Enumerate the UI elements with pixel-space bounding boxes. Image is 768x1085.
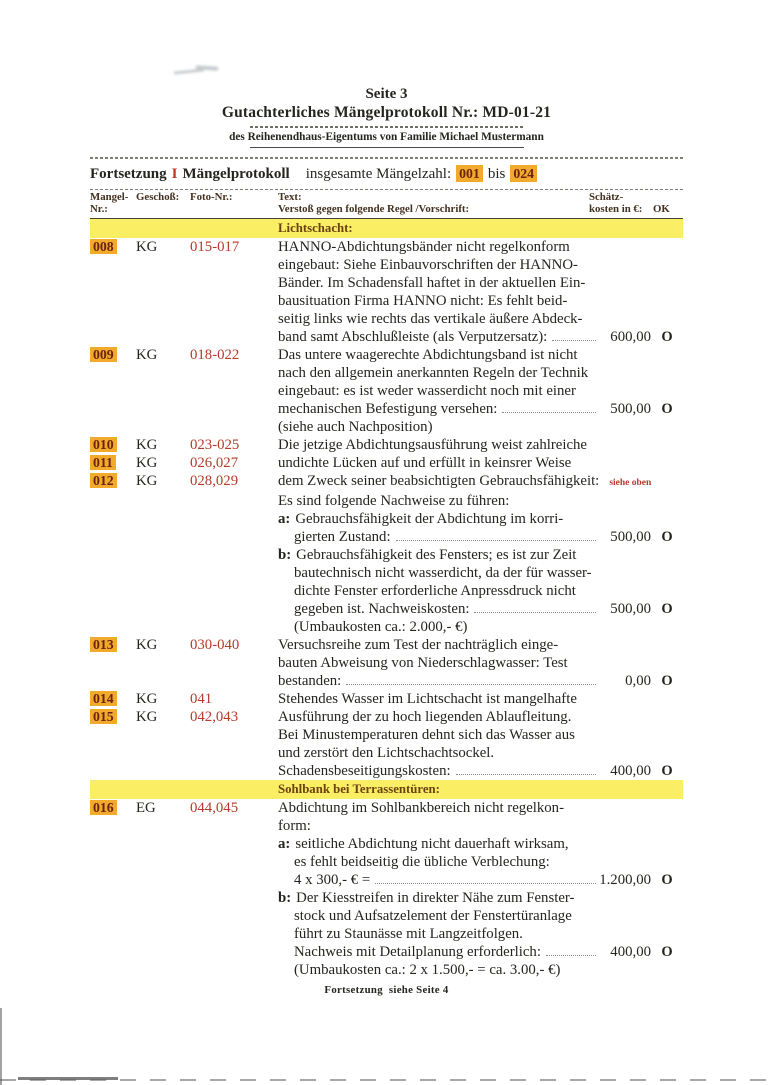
photo-number-cell: 023-025: [190, 437, 240, 454]
defect-text-line: [278, 961, 683, 979]
estimated-cost: 500,00: [610, 601, 651, 618]
estimated-cost: 400,00: [610, 944, 651, 961]
defect-count-to-badge: 024: [510, 165, 537, 182]
defect-number-badge: 014: [90, 691, 117, 706]
list-letter: a:: [278, 836, 291, 853]
photo-number-cell: 030-040: [190, 637, 240, 654]
defect-text-line: [278, 546, 683, 564]
column-header-foto-nr: [190, 192, 278, 215]
defect-text: bestanden:: [278, 673, 342, 690]
defect-number-badge: 012: [90, 473, 117, 488]
defect-text-line: [278, 382, 683, 400]
section-title: Sohlbank bei Terrassentüren:: [278, 782, 440, 797]
defect-number-column: [90, 238, 136, 346]
column-header-mangel-nr: [90, 192, 136, 215]
column-header-line: OK: [653, 202, 670, 215]
defect-number-cell: [90, 636, 136, 654]
defect-text-line: [278, 528, 683, 546]
continuation-row: [90, 159, 683, 189]
defect-text: gierten Zustand:: [294, 529, 391, 546]
estimated-cost: 400,00: [610, 763, 651, 780]
defect-table: [90, 157, 683, 979]
defect-text-column: [278, 690, 683, 780]
column-header-ok: [653, 192, 683, 215]
defect-text: führt zu Staunässe mit Langzeitfolgen.: [294, 926, 523, 943]
defect-text: es fehlt beidseitig die übliche Verblechung:: [294, 854, 550, 871]
defect-number-cell: [90, 346, 136, 364]
defect-text: (Umbaukosten ca.: 2.000,- €): [294, 619, 468, 636]
column-header-text: [278, 192, 589, 215]
ok-mark: O: [661, 872, 673, 889]
floor-cell: KG: [136, 473, 158, 490]
defect-entry: [90, 799, 683, 979]
defect-text-line: [278, 400, 683, 418]
document-title: Gutachterliches Mängelprotokoll Nr.: MD-01-21: [221, 104, 552, 121]
defect-number-column: [90, 436, 136, 636]
dotted-leader: [375, 883, 596, 884]
estimated-cost: 0,00: [625, 673, 651, 690]
dotted-leader: [502, 412, 596, 413]
column-header-line: Text:: [278, 191, 302, 204]
defect-text-line: [278, 636, 683, 654]
defect-text: bausituation Firma HANNO nicht: Es fehlt beid-: [278, 293, 568, 310]
column-header-line: kosten in €:: [589, 202, 643, 215]
section-title: Lichtschacht:: [278, 221, 353, 236]
ok-mark: O: [661, 763, 673, 780]
defect-text: Es sind folgende Nachweise zu führen:: [278, 493, 510, 510]
defect-text-column: [278, 799, 683, 979]
defect-text: undichte Lücken auf und erfüllt in keinsrer Weise: [278, 455, 572, 472]
floor-cell: KG: [136, 455, 158, 472]
defect-text: nach den allgemein anerkannten Regeln der Technik: [278, 365, 589, 382]
floor-column: [136, 346, 190, 436]
list-letter: b:: [278, 890, 292, 907]
estimated-cost: 1.200,00: [599, 872, 651, 889]
photo-number-column: [190, 636, 278, 690]
ok-mark: O: [661, 401, 673, 418]
scan-smudge-artifact: [170, 62, 222, 80]
defect-text-line: [278, 310, 683, 328]
dotted-leader: [552, 340, 596, 341]
defect-number-cell: [90, 238, 136, 256]
defect-text: Nachweis mit Detailplanung erforderlich:: [294, 944, 541, 961]
defect-text: Ausführung der zu hoch liegenden Ablaufleitung.: [278, 709, 572, 726]
defect-text-line: [278, 799, 683, 817]
floor-cell: KG: [136, 637, 158, 654]
defect-text-line: [278, 943, 683, 961]
defect-text-line: [278, 582, 683, 600]
column-header-geschoss: [136, 192, 190, 215]
defect-text-line: [278, 328, 683, 346]
defect-text: Das untere waagerechte Abdichtungsband ist nicht: [278, 347, 578, 364]
photo-number-column: [190, 436, 278, 636]
continuation-word: Fortsetzung: [90, 165, 167, 182]
defect-text: Die jetzige Abdichtungsausführung weist zahlreiche: [278, 437, 587, 454]
defect-text: form:: [278, 818, 311, 835]
continuation-word2: Mängelprotokoll: [182, 165, 290, 182]
defect-text-column: [278, 238, 683, 346]
defect-number-badge: 011: [90, 455, 116, 470]
defect-count-from-badge: 001: [456, 165, 483, 182]
defect-text-line: [278, 835, 683, 853]
defect-text: dichte Fenster erforderliche Anpressdruck nicht: [294, 583, 576, 600]
floor-column: [136, 238, 190, 346]
defect-number-cell: [90, 472, 136, 490]
document-header: [90, 86, 683, 148]
photo-number-column: [190, 690, 278, 780]
defect-text: Gebrauchsfähigkeit der Abdichtung im korri-: [295, 511, 564, 528]
defect-entry: [90, 690, 683, 780]
defect-text: gegeben ist. Nachweiskosten:: [294, 601, 470, 618]
photo-number-cell: 042,043: [190, 709, 239, 726]
defect-text-line: [278, 564, 683, 582]
defect-entry: [90, 636, 683, 690]
defect-text-line: [278, 292, 683, 310]
defect-text-column: [278, 436, 683, 636]
defect-text-line: [278, 853, 683, 871]
defect-text-line: [278, 817, 683, 835]
column-header-line: Nr.:: [90, 202, 108, 215]
estimated-cost: 600,00: [610, 329, 651, 346]
defect-number-badge: 016: [90, 800, 117, 815]
footer-note: Fortsetzung siehe Seite 4: [324, 984, 449, 996]
dotted-leader: [396, 540, 596, 541]
defect-text: Schadensbeseitigungskosten:: [278, 763, 451, 780]
floor-cell: KG: [136, 709, 158, 726]
defect-text-line: [278, 492, 683, 510]
see-above-note: siehe oben: [609, 478, 652, 489]
defect-text: Der Kiesstreifen in direkter Nähe zum Fenster-: [296, 890, 575, 907]
defect-text: Stehendes Wasser im Lichtschacht ist mangelhafte: [278, 691, 577, 708]
scan-left-edge-artifact: [0, 1008, 2, 1085]
photo-number-column: [190, 346, 278, 436]
defect-text: eingebaut: es ist weder wasserdicht noch mit einer: [278, 383, 576, 400]
defect-number-cell: [90, 436, 136, 454]
floor-column: [136, 636, 190, 690]
floor-column: [136, 690, 190, 780]
floor-cell: KG: [136, 347, 158, 364]
defect-text-line: [278, 600, 683, 618]
page-number-label: Seite 3: [365, 86, 408, 102]
defect-text-line: [278, 744, 683, 762]
floor-column: [136, 799, 190, 979]
dotted-leader: [546, 955, 596, 956]
defect-text: mechanischen Befestigung versehen:: [278, 401, 498, 418]
defect-text: stock und Aufsatzelement der Fenstertüranlage: [294, 908, 572, 925]
photo-number-cell: 015-017: [190, 239, 240, 256]
estimated-cost: 500,00: [610, 529, 651, 546]
ok-mark: O: [661, 329, 673, 346]
defect-text-line: [278, 256, 683, 274]
defect-text-line: [278, 708, 683, 726]
document-subtitle: des Reihenendhaus-Eigentums von Familie Michael Mustermann: [229, 130, 544, 143]
defect-text: seitliche Abdichtung nicht dauerhaft wirksam,: [295, 836, 569, 853]
column-header-schaetzkosten: [589, 192, 653, 215]
defect-count-bis: bis: [487, 165, 506, 182]
defect-number-cell: [90, 454, 136, 472]
defect-text-line: [278, 889, 683, 907]
section-header-band: [90, 219, 683, 238]
column-header-line: Schätz-: [589, 191, 624, 204]
defect-number-column: [90, 636, 136, 690]
defect-table-body: [90, 219, 683, 979]
defect-text: bauten Abweisung von Niederschlagwasser: Test: [278, 655, 568, 672]
ok-mark: O: [661, 944, 673, 961]
defect-text-line: [278, 274, 683, 292]
photo-number-cell: 041: [190, 691, 213, 708]
continuation-roman-numeral: I: [171, 165, 178, 182]
defect-text-line: [278, 690, 683, 708]
column-header-line: Foto-Nr.:: [190, 191, 233, 204]
defect-text-line: [278, 418, 683, 436]
scan-bottom-dark-segment: [18, 1077, 118, 1080]
photo-number-cell: 026,027: [190, 455, 239, 472]
photo-number-column: [190, 238, 278, 346]
title-dashed-divider: [250, 126, 524, 128]
defect-text: Abdichtung im Sohlbankbereich nicht regelkon-: [278, 800, 565, 817]
defect-text: 4 x 300,- € =: [294, 872, 371, 889]
defect-number-badge: 009: [90, 347, 117, 362]
floor-cell: EG: [136, 800, 156, 817]
defect-number-column: [90, 690, 136, 780]
defect-text-line: [278, 654, 683, 672]
defect-text: band samt Abschlußleiste (als Verputzersatz):: [278, 329, 548, 346]
defect-text-line: [278, 454, 683, 472]
photo-number-cell: 044,045: [190, 800, 239, 817]
defect-number-badge: 010: [90, 437, 117, 452]
estimated-cost: 500,00: [610, 401, 651, 418]
defect-text: und zerstört den Lichtschachtsockel.: [278, 745, 495, 762]
defect-entry: [90, 436, 683, 636]
defect-text-line: [278, 618, 683, 636]
table-column-headers: [90, 190, 683, 219]
defect-text: Bei Minustemperaturen dehnt sich das Wasser aus: [278, 727, 575, 744]
defect-text-line: [278, 907, 683, 925]
defect-number-badge: 013: [90, 637, 117, 652]
photo-number-column: [190, 799, 278, 979]
column-header-line: Geschoß:: [136, 191, 180, 204]
dotted-leader: [456, 774, 596, 775]
list-letter: a:: [278, 511, 291, 528]
ok-mark: O: [661, 601, 673, 618]
defect-text: Versuchsreihe zum Test der nachträglich einge-: [278, 637, 559, 654]
defect-text-line: [278, 510, 683, 528]
defect-number-cell: [90, 708, 136, 726]
defect-number-cell: [90, 690, 136, 708]
defect-number-column: [90, 346, 136, 436]
defect-text: bautechnisch nicht wasserdicht, da der für wasser-: [294, 565, 592, 582]
section-header-band: [90, 780, 683, 799]
defect-number-badge: 008: [90, 239, 117, 254]
ok-mark: O: [661, 673, 673, 690]
floor-cell: KG: [136, 239, 158, 256]
defect-text: eingebaut: Siehe Einbauvorschriften der HANNO-: [278, 257, 578, 274]
floor-cell: KG: [136, 691, 158, 708]
defect-text-line: [278, 762, 683, 780]
floor-cell: KG: [136, 437, 158, 454]
floor-column: [136, 436, 190, 636]
defect-number-badge: 015: [90, 709, 117, 724]
ok-mark: O: [661, 529, 673, 546]
defect-text-line: [278, 364, 683, 382]
dotted-leader: [346, 684, 596, 685]
defect-text: Bänder. Im Schadensfall haftet in der aktuellen Ein-: [278, 275, 586, 292]
defect-entry: [90, 346, 683, 436]
defect-text: dem Zweck seiner beabsichtigten Gebrauchsfähigkeit:: [278, 473, 600, 490]
defect-text: (Umbaukosten ca.: 2 x 1.500,- = ca. 3.00,- €): [294, 962, 561, 979]
defect-text-line: [278, 238, 683, 256]
defect-text: HANNO-Abdichtungsbänder nicht regelkonform: [278, 239, 570, 256]
column-header-line: Mangel-: [90, 191, 129, 204]
defect-text-line: [278, 346, 683, 364]
defect-text-line: [278, 672, 683, 690]
defect-entry: [90, 238, 683, 346]
list-letter: b:: [278, 547, 292, 564]
defect-number-column: [90, 799, 136, 979]
column-header-line: Verstoß gegen folgende Regel /Vorschrift:: [278, 202, 470, 215]
subtitle-underline: [250, 147, 524, 148]
defect-number-cell: [90, 799, 136, 817]
defect-text-line: [278, 436, 683, 454]
photo-number-cell: 018-022: [190, 347, 240, 364]
defect-count-label: insgesamte Mängelzahl:: [305, 165, 452, 182]
photo-number-cell: 028,029: [190, 473, 239, 490]
defect-text-column: [278, 636, 683, 690]
defect-text-line: [278, 726, 683, 744]
defect-text: (siehe auch Nachposition): [278, 419, 433, 436]
defect-text: seitig links wie rechts das vertikale äußere Abdeck-: [278, 311, 583, 328]
defect-text-line: [278, 472, 683, 492]
defect-text-column: [278, 346, 683, 436]
defect-text: Gebrauchsfähigkeit des Fensters; es ist zur Zeit: [296, 547, 577, 564]
defect-text-line: [278, 871, 683, 889]
defect-text-line: [278, 925, 683, 943]
dotted-leader: [474, 612, 596, 613]
